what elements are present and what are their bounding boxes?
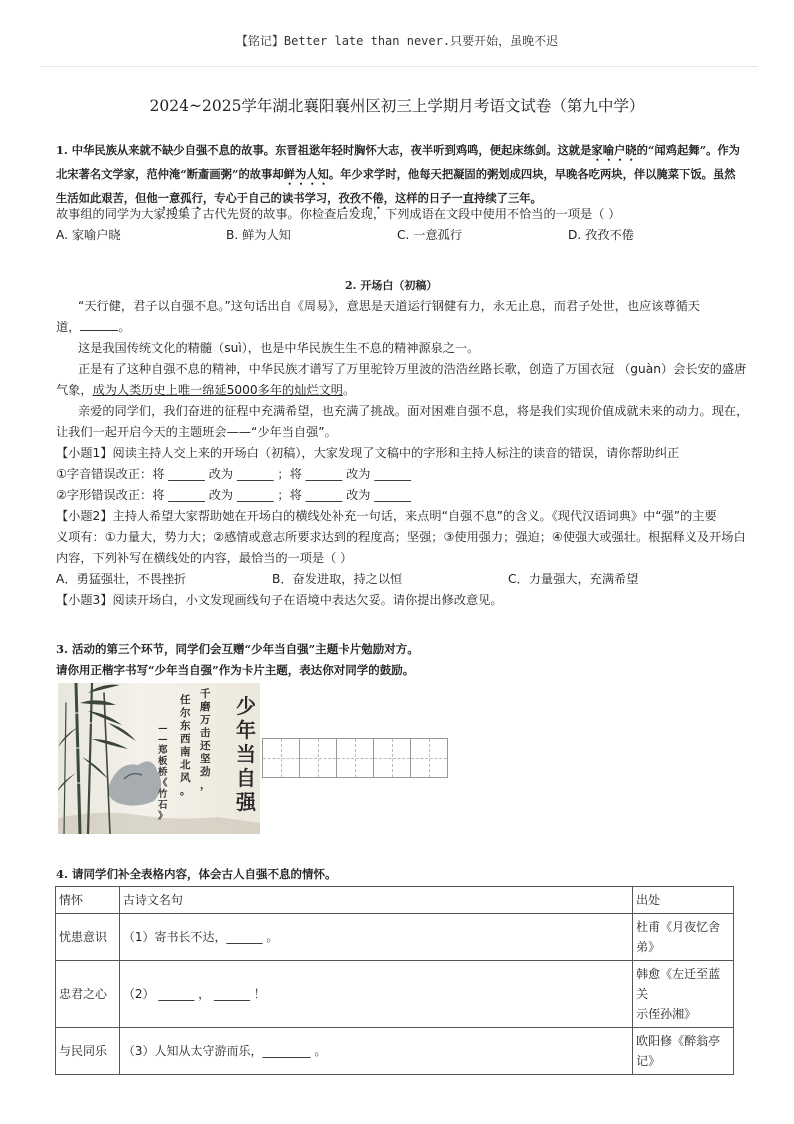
q2-para3-cont (56, 380, 355, 401)
bamboo-painting (58, 683, 260, 834)
q2-para1-end-text: 道， (56, 320, 81, 334)
grid-cell[interactable] (300, 739, 337, 777)
q2-underlined-sentence: 成为人类历史上唯一绵延5000多年的灿烂文明 (92, 383, 343, 397)
table-row (56, 1028, 734, 1075)
table-cell-sentiment: 与民同乐 (56, 1028, 120, 1075)
grid-cell[interactable] (374, 739, 411, 777)
q1-idiom-4: 孜孜不倦 (338, 191, 384, 205)
table-row (56, 961, 734, 1028)
table-cell-source (633, 961, 734, 1028)
table-cell-quote[interactable]: （1）寄书长不达，______ 。 (119, 914, 632, 961)
handwriting-grid[interactable] (262, 738, 448, 778)
bamboo-card-image (58, 683, 260, 834)
table-cell-source (633, 1028, 734, 1075)
q2-fill-blank[interactable] (80, 330, 118, 331)
poem-column-1: 千磨万击还坚劲， (200, 688, 211, 791)
q2-para2: 这是我国传统文化的精髓（suì），也是中华民族生生不息的精神源泉之一。 (78, 341, 480, 355)
q2-sub2-line2: 义项有：①力量大，势力大；②感情或意志所要求达到的程度高；坚强；③使用强力；强迫；④使强大或强壮。根据释义及开场白 (56, 530, 746, 544)
question-3-line1: 3. 活动的第三个环节，同学们会互赠“少年当自强”主题卡片勉励对方。 (56, 642, 419, 656)
grid-cell[interactable] (263, 739, 300, 777)
q1-text-5: ，这样的日子一直持续了三年。 (383, 191, 542, 205)
q2-para1: “天行健，君子以自强不息。”这句话出自《周易》，意思是天道运行钢健有力，永无止息，而君子处世，也应该尊循天 (78, 299, 700, 313)
question-1-prompt: 故事组的同学为大家搜集了古代先贤的故事。你检查后发现，下列成语在文段中使用不恰当的一项是（ ） (56, 207, 621, 221)
table-header: 情怀 (56, 887, 120, 914)
q2-para3-end: 。 (342, 383, 356, 397)
table-cell-quote[interactable]: （2） ______ ， ______ ！ (119, 961, 632, 1028)
question-3-line2: 请你用正楷字书写“少年当自强”作为卡片主题，表达你对同学的鼓励。 (56, 663, 415, 677)
q1-option-d: D. 孜孜不倦 (568, 228, 634, 242)
q2-sub1-line2: ②字形错误改正：将 ______ 改为 ______ ；将 ______ 改为 ______ (56, 488, 411, 502)
q1-text-2: 的“闻鸡起舞”。作为北宋著名文学家，范仲淹“断齑画粥”的故事却 (56, 143, 740, 181)
poem-table (55, 886, 734, 1075)
table-cell-sentiment: 忧患意识 (56, 914, 120, 961)
question-1-passage (56, 140, 742, 212)
q2-para3: 正是有了这种自强不息的精神，中华民族才谱写了万里驼铃万里波的浩浩丝路长歌，创造了万国衣冠 （guàn）会长安的盛唐 (78, 362, 747, 376)
table-row (56, 914, 734, 961)
q1-idiom-2: 鲜为人知 (283, 167, 329, 181)
source-line: 杜甫《月夜忆舍 (636, 920, 721, 934)
q2-sub2-line1: 【小题2】主持人希望大家帮助她在开场白的横线处补充一句话，来点明“自强不息”的含义。《现代汉语词典》中“强”的主要 (56, 509, 717, 523)
grid-cell[interactable] (411, 739, 447, 777)
q1-idiom-3: 一意孤行 (157, 191, 203, 205)
q1-text-3: 。年少求学时，他每天把凝固的粥划成四块，早晚各吃两块，伴以腌菜下饭。虽然生活如此艰苦，但他 (56, 167, 736, 205)
q2-sub2-option-c: C．力量强大，充满希望 (508, 572, 639, 586)
q2-sub2-option-a: A．勇猛强壮，不畏挫折 (56, 572, 187, 586)
source-line: 示侄孙湘》 (636, 1007, 697, 1021)
q2-sub2-option-b: B．奋发进取，持之以恒 (272, 572, 403, 586)
question-2-heading: 2. 开场白（初稿） (345, 279, 438, 292)
q1-idiom-1: 家喻户晓 (591, 143, 637, 157)
poem-column-2: 任尔东西南北风。 (180, 694, 191, 797)
page-title: 2024~2025学年湖北襄阳襄州区初三上学期月考语文试卷（第九中学） (149, 97, 645, 115)
q2-sub1-line1: ①字音错误改正：将 ______ 改为 ______ ；将 ______ 改为 ______ (56, 467, 411, 481)
q2-para1-end: 道， 。 (56, 320, 131, 334)
table-cell-sentiment: 忠君之心 (56, 961, 120, 1028)
q1-option-b: B. 鲜为人知 (226, 228, 291, 242)
table-header: 古诗文名句 (119, 887, 632, 914)
poem-attribution: — —郑板桥《竹石》 (158, 723, 168, 822)
q2-sub1: 【小题1】阅读主持人交上来的开场白（初稿），大家发现了文稿中的字形和主持人标注的读音的错误，请你帮助纠正 (56, 446, 680, 460)
source-line: 记》 (636, 1054, 661, 1068)
q2-para4: 亲爱的同学们，我们奋进的征程中充满希望，也充满了挑战。面对困难自强不息，将是我们实现价值成就未来的动力。现在， (78, 404, 749, 418)
source-line: 弟》 (636, 940, 661, 954)
page-motto-header: 【铭记】Better late than never.只要开始，虽晚不迟 (235, 34, 559, 48)
table-header-row (56, 887, 734, 914)
q1-option-a: A. 家喻户晓 (56, 228, 121, 242)
table-header: 出处 (633, 887, 734, 914)
source-line: 欧阳修《醉翁亭 (636, 1034, 721, 1048)
table-cell-quote[interactable]: （3）人知从太守游而乐，________ 。 (119, 1028, 632, 1075)
q1-text-4: ，专心于自己的读书学习， (202, 191, 339, 205)
grid-cell[interactable] (337, 739, 374, 777)
card-title-calligraphy: 少年当自强 (236, 694, 256, 814)
q1-text-1: 1. 中华民族从来就不缺少自强不息的故事。东晋祖逖年轻时胸怀大志，夜半听到鸡鸣，便起床练剑。这就是 (56, 143, 592, 157)
q2-para4-cont: 让我们一起开启今天的主题班会——“少年当自强”。 (56, 425, 337, 439)
q1-option-c: C. 一意孤行 (397, 228, 463, 242)
question-4-heading: 4. 请同学们补全表格内容，体会古人自强不息的情怀。 (56, 867, 337, 881)
q2-para3-pre: 气象， (56, 383, 93, 397)
q2-sub3: 【小题3】阅读开场白，小文发现画线句子在语境中表达欠妥。请你提出修改意见。 (56, 593, 503, 607)
table-cell-source (633, 914, 734, 961)
source-line: 韩愈《左迁至蓝关 (636, 967, 721, 1001)
header-divider (40, 66, 758, 67)
q2-sub2-line3: 内容，下列补写在横线处的内容，最恰当的一项是（ ） (56, 551, 353, 565)
